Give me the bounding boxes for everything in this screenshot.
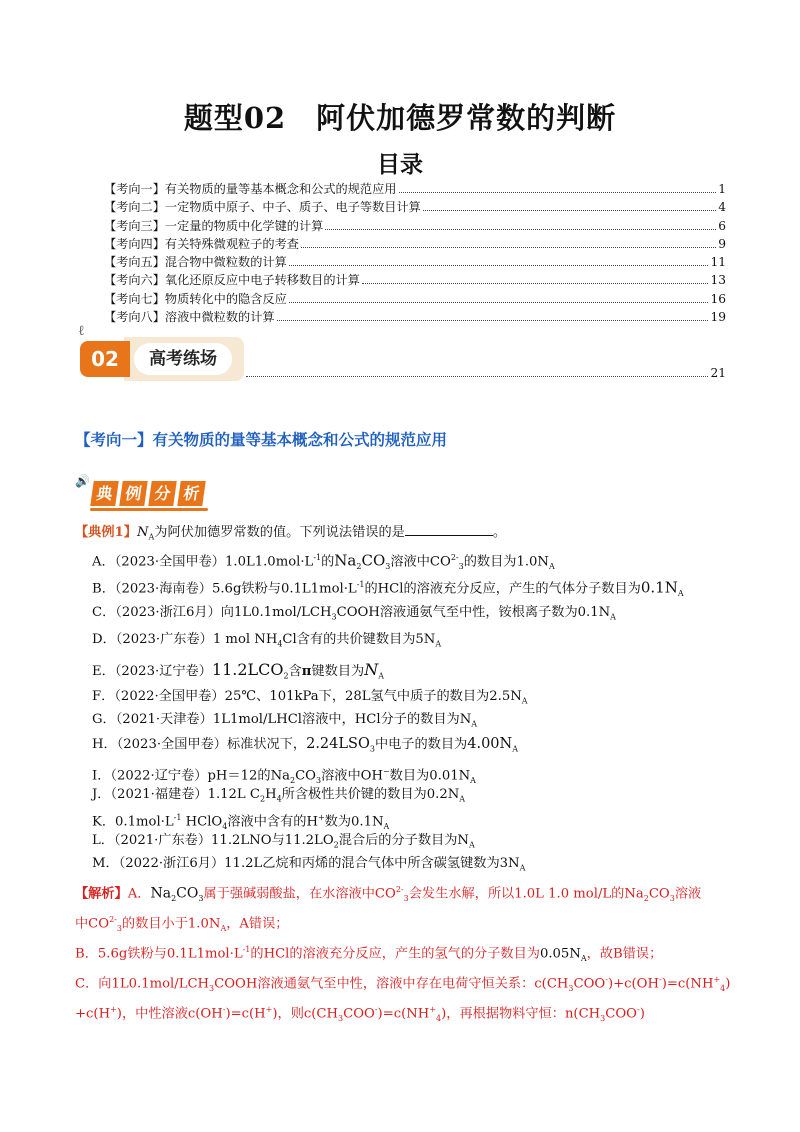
text-run: 数为0.1N <box>324 814 384 830</box>
text-run: J．（2021·福建卷）1.12L C <box>92 787 260 802</box>
text-run: 2- <box>109 915 117 924</box>
analysis-line-5 <box>75 1000 735 1029</box>
text-run: ，故B错误； <box>586 946 663 962</box>
text-run: Cl含有的共价键数目为 <box>282 632 416 647</box>
toc-entry-label: 【考向二】一定物质中原子、中子、质子、电子等数目计算 <box>104 200 421 215</box>
text-run: 0.1N <box>640 578 678 597</box>
text-run: 2 <box>283 671 289 681</box>
option-g <box>92 710 752 735</box>
toc-entry-page: 4 <box>718 200 726 215</box>
text-run: 3 <box>669 894 675 904</box>
text-run: 3 <box>385 562 391 572</box>
toc-entry-label: 【考向一】有关物质的量等基本概念和公式的规范应用 <box>104 182 397 196</box>
example-stem <box>75 523 735 548</box>
text-run: 4 <box>222 822 228 832</box>
toc-entry[interactable] <box>104 217 726 235</box>
text-run: )，则c(CH <box>272 1006 339 1022</box>
text-run: 3 <box>458 562 464 572</box>
badge-underline <box>90 508 208 511</box>
text-run: 3 <box>403 894 409 904</box>
text-run: -1 <box>242 945 251 954</box>
text-run: N <box>364 660 379 679</box>
text-run: E．（2023·辽宁卷） <box>92 664 212 679</box>
speaker-icon: 🔊 <box>75 474 90 488</box>
section-heading: 【考向一】有关物质的量等基本概念和公式的规范应用 <box>75 431 448 449</box>
toc-entry-page: 6 <box>718 218 726 233</box>
option-j <box>92 785 752 810</box>
text-run: CO <box>176 885 199 902</box>
text-run: 所含极性共价键的数目为0.2N <box>281 787 460 802</box>
text-run: 会发生水解，所以1.0L 1.0 mol/L的Na <box>408 886 644 902</box>
text-run: 溶液中含有的H <box>227 814 318 830</box>
text-run: HClO <box>181 814 223 830</box>
text-run: M．（2022·浙江6月）11.2L乙烷和丙烯的混合气体中所含碳氢键数为3N <box>92 856 520 871</box>
text-run: 3 <box>116 924 122 934</box>
badge-char: 例 <box>119 481 148 506</box>
toc-title: 目录 <box>377 151 423 178</box>
option-c <box>92 603 752 628</box>
text-run: A <box>580 954 587 964</box>
toc-entry[interactable] <box>104 253 726 271</box>
badge-char: 析 <box>177 481 206 506</box>
text-run: C．向1L0.1mol/LCH <box>75 976 210 992</box>
toc-entry-page: 13 <box>710 273 726 288</box>
toc-leader <box>362 283 709 284</box>
toc-leader <box>399 192 717 193</box>
text-run: A <box>512 744 519 754</box>
text-run: A <box>548 562 555 572</box>
text-run: 5N <box>415 632 436 647</box>
text-run: +c(H <box>75 1006 111 1022</box>
text-run: D．（2023·广东卷）1 mol NH <box>92 632 278 647</box>
text-run: − <box>382 767 390 776</box>
na-subscript: A <box>148 532 155 542</box>
text-run: 的数目小于1.0N <box>121 916 221 932</box>
option-m <box>92 854 752 879</box>
toc-entry-page: 19 <box>710 310 726 325</box>
text-run: COO <box>605 1006 637 1022</box>
text-run: B．5.6g铁粉与0.1L1mol·L <box>75 946 243 962</box>
text-run: I．（2022·辽宁卷）pH＝12的Na <box>92 768 290 784</box>
text-run: 2- <box>395 885 404 894</box>
toc-entry[interactable] <box>104 290 726 308</box>
text-run: 的HCl的溶液充分反应，产生的气体分子数目为 <box>364 581 641 597</box>
na-symbol: N <box>136 525 149 540</box>
text-run: G．（2021·天津卷）1L1mol/LHCl溶液中，HCl分子的数目为N <box>92 712 472 727</box>
text-run: K．0.1mol·L <box>92 814 174 830</box>
text-run: A <box>220 924 227 934</box>
text-run: )，中性溶液c(OH <box>116 1006 223 1022</box>
text-run: A <box>521 696 528 706</box>
text-run: L．（2021·广东卷）11.2LNO与11.2LO <box>92 833 334 848</box>
toc-entry[interactable] <box>104 198 726 216</box>
toc-entry-label: 【考向三】一定量的物质中化学键的计算 <box>104 218 324 233</box>
text-run: H <box>265 787 277 802</box>
toc-entry-label: 【考向四】有关特殊微观粒子的考查 <box>104 236 299 251</box>
option-a <box>92 548 752 577</box>
text-run: )=c(NH <box>377 1006 430 1022</box>
text-run: A <box>470 776 476 786</box>
text-run: 混合后的分子数目为N <box>338 833 469 848</box>
example-end: 。 <box>492 525 507 540</box>
text-run: 2 <box>333 840 339 850</box>
banner-label: 高考练场 <box>134 343 232 375</box>
text-run: 4 <box>436 1014 442 1024</box>
text-run: - <box>658 975 662 984</box>
text-run: 的 <box>321 554 335 570</box>
text-run: + <box>265 1005 273 1014</box>
text-run: 2 <box>356 562 362 572</box>
text-run: 1.0N <box>516 554 549 570</box>
text-run: A <box>383 822 390 832</box>
text-run: )=c(H <box>225 1006 266 1022</box>
toc-entry-label: 【考向六】氧化还原反应中电子转移数目的计算 <box>104 273 360 288</box>
text-run: ) <box>639 1006 645 1022</box>
option-d <box>92 630 752 655</box>
text-run: + <box>713 975 721 984</box>
toc-entry[interactable] <box>104 308 726 326</box>
analysis-tag: 【解析】 <box>75 886 128 902</box>
text-run: 4 <box>720 984 726 994</box>
text-run: 中CO <box>75 916 110 932</box>
text-run: 3 <box>338 1014 344 1024</box>
toc-leader <box>289 302 709 303</box>
toc-entry-page: 21 <box>710 366 726 380</box>
banner-number: 02 <box>80 341 130 377</box>
text-run: 3 <box>568 984 574 994</box>
toc-entry-page: 11 <box>710 255 726 270</box>
toc-entry-page: 1 <box>718 182 726 196</box>
text-run: Na <box>150 885 172 902</box>
example-analysis-badge <box>92 481 204 506</box>
toc-leader <box>289 265 709 266</box>
text-run: A <box>677 589 684 599</box>
text-run: 3 <box>198 894 204 904</box>
badge-char: 典 <box>90 481 119 506</box>
analysis-line-3 <box>75 940 735 969</box>
toc-entry-label: 【考向八】溶液中微粒数的计算 <box>104 310 275 325</box>
text-run: 溶液 <box>674 886 702 902</box>
toc-entry-page: 16 <box>710 291 726 306</box>
text-run: 键数目为 <box>311 664 365 679</box>
text-run: ，A错误； <box>226 916 289 932</box>
text-run: 2.24LSO <box>306 736 370 752</box>
toc-leader <box>277 320 709 321</box>
text-run: A．（2023·全国甲卷）1.0L1.0mol·L <box>92 554 314 570</box>
text-run: ) <box>725 976 731 992</box>
text-run: - <box>605 975 608 984</box>
text-run: CO <box>648 886 670 902</box>
text-run: + <box>110 1005 117 1014</box>
text-run: - <box>374 1005 378 1014</box>
option-l <box>92 831 752 856</box>
text-run: 3 <box>316 776 322 786</box>
text-run: 溶液中 <box>390 554 430 570</box>
text-run: 含 <box>288 664 302 679</box>
text-run: A． <box>127 886 151 902</box>
text-run: C．（2023·浙江6月）向1L0.1mol/LCH <box>92 605 332 620</box>
text-run: A <box>378 671 384 681</box>
text-run: 3 <box>209 984 215 994</box>
text-run: - <box>636 1005 640 1014</box>
text-run: 的数目为 <box>463 554 517 570</box>
text-run: A <box>610 612 616 622</box>
text-run: 中电子的数目为 <box>374 737 468 752</box>
text-run: )，再根据物料守恒：n(CH <box>441 1006 601 1022</box>
text-run: A <box>468 840 475 850</box>
text-run: 2 <box>259 794 266 804</box>
text-run: 0.05N <box>539 946 581 962</box>
paperclip-icon: ℓ <box>78 323 85 339</box>
badge-char: 分 <box>148 481 177 506</box>
text-run: COOH溶液通氨气至中性，铵根离子数为0.1N <box>336 605 611 620</box>
text-run: 的HCl的溶液充分反应，产生的氢气的分子数目为 <box>250 946 540 962</box>
text-run: A <box>459 794 466 804</box>
text-run: 3 <box>600 1014 606 1024</box>
text-run: -1 <box>173 813 182 822</box>
text-run: A <box>435 639 442 649</box>
text-run: -1 <box>356 580 365 589</box>
text-run: A <box>471 719 478 729</box>
toc-entry-page: 9 <box>718 236 726 251</box>
text-run: 2 <box>171 894 177 904</box>
text-run: 4 <box>276 794 282 804</box>
text-run: π <box>301 664 312 679</box>
toc-entry-label: 【考向五】混合物中微粒数的计算 <box>104 255 287 270</box>
toc-entry-gaokao[interactable] <box>246 366 726 380</box>
toc-leader <box>325 229 716 230</box>
text-run: CO <box>295 768 316 784</box>
text-run: 数目为0.01N <box>389 768 471 784</box>
text-run: H．（2023·全国甲卷）标准状况下， <box>92 737 307 752</box>
toc-leader <box>423 210 716 211</box>
text-run: 2 <box>290 776 296 786</box>
answer-blank[interactable] <box>405 523 493 536</box>
page-title: 题型02 阿伏加德罗常数的判断 <box>183 101 617 135</box>
text-run: COOH溶液通氨气至中性，溶液中存在电荷守恒关系：c(CH <box>214 976 569 992</box>
text-run: CO <box>429 554 451 570</box>
option-b <box>92 575 752 604</box>
toc-entry[interactable] <box>104 180 726 198</box>
text-run: 属于强碱弱酸盐，在水溶液中CO <box>203 886 396 902</box>
text-run: 3 <box>369 744 375 754</box>
text-run: Na <box>334 551 357 570</box>
text-run: 2 <box>643 894 649 904</box>
option-f <box>92 687 752 712</box>
text-run: A <box>519 863 526 873</box>
text-run: F．（2022·全国甲卷）25℃、101kPa下，28L氢气中质子的数目为2.5N <box>92 689 522 704</box>
text-run: 溶液中OH <box>321 768 383 784</box>
analysis-line-1 <box>75 880 735 909</box>
option-e <box>92 660 752 687</box>
analysis-line-4 <box>75 970 735 999</box>
text-run: CO <box>361 551 386 570</box>
example-tag: 【典例1】 <box>75 525 137 540</box>
text-run: COO <box>343 1006 375 1022</box>
text-run: )=c(NH <box>661 976 714 992</box>
text-run: + <box>429 1005 437 1014</box>
text-run: 4 <box>277 639 283 649</box>
example-question: 为阿伏加德罗常数的值。下列说法错误的是 <box>154 525 405 540</box>
toc-entry[interactable] <box>104 271 726 289</box>
toc-leader <box>246 376 708 377</box>
text-run: 11.2LCO <box>211 660 284 679</box>
text-run: 2- <box>450 553 459 562</box>
banner-label-box <box>124 337 244 381</box>
toc-entry-label: 【考向七】物质转化中的隐含反应 <box>104 291 287 306</box>
text-run: 4.00N <box>467 736 513 752</box>
analysis-line-2 <box>75 910 735 939</box>
text-run: )+c(OH <box>607 976 659 992</box>
section-banner <box>80 337 244 381</box>
text-run: COO <box>573 976 606 992</box>
text-run: 3 <box>331 612 337 622</box>
table-of-contents <box>104 180 726 326</box>
toc-leader <box>301 247 716 248</box>
option-h <box>92 734 752 760</box>
text-run: - <box>222 1005 226 1014</box>
text-run: -1 <box>313 553 322 562</box>
text-run: + <box>317 813 325 822</box>
toc-entry[interactable] <box>104 235 726 253</box>
text-run: B．（2023·海南卷）5.6g铁粉与0.1L1mol·L <box>92 581 357 597</box>
